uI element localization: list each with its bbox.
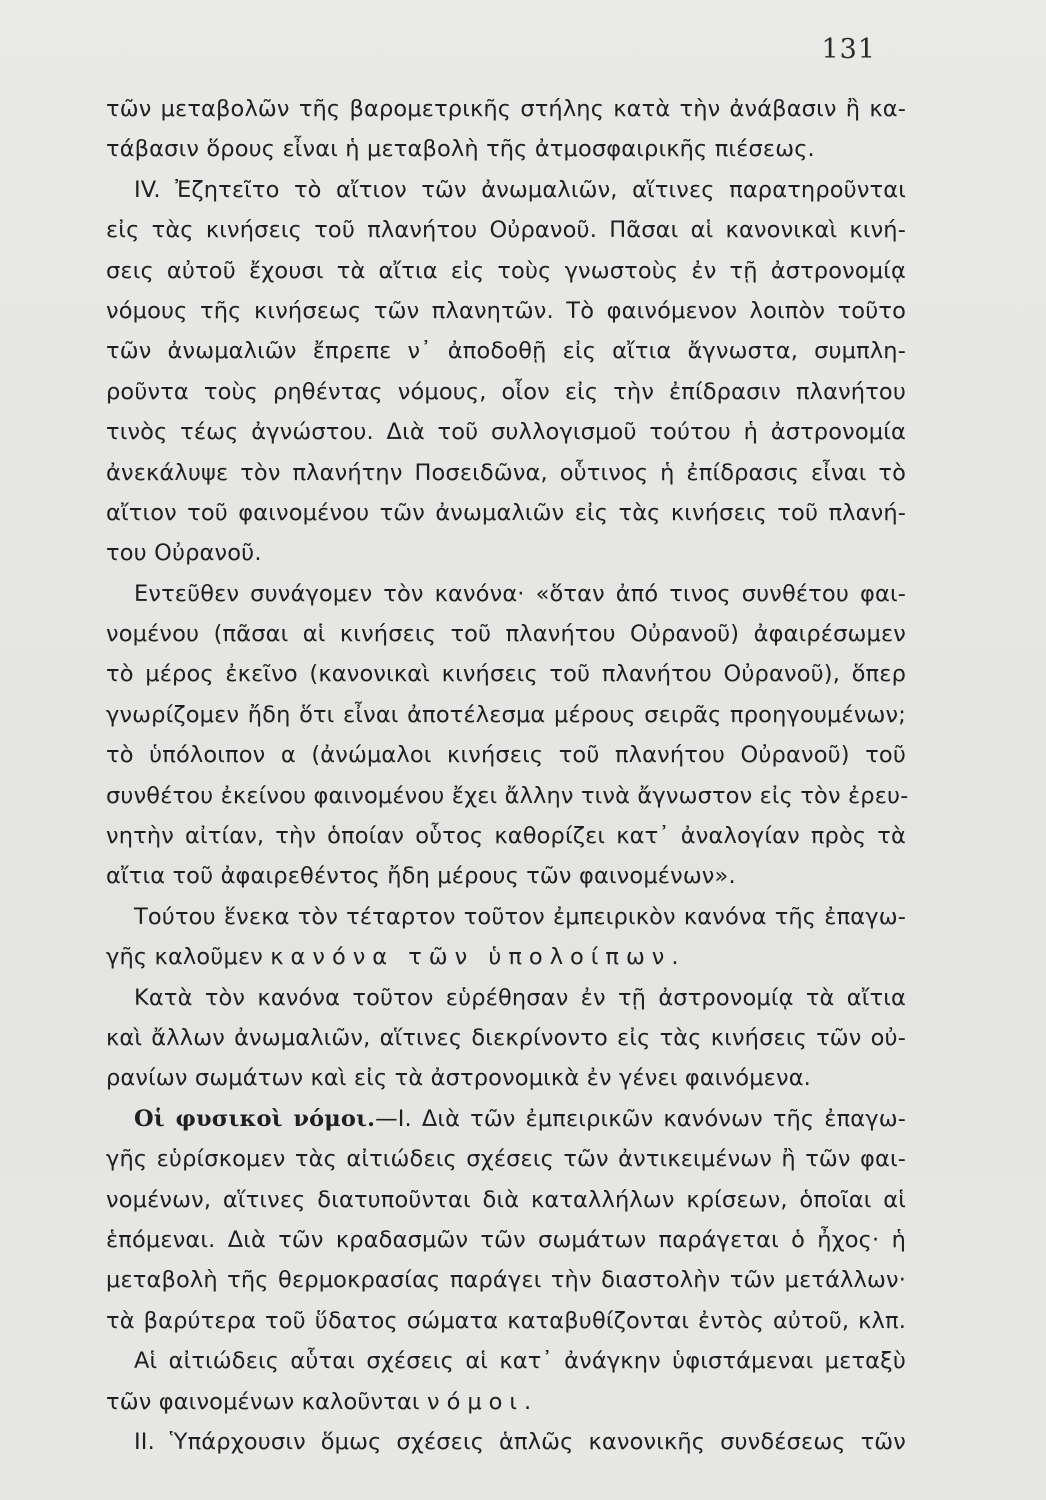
text-line <box>106 1382 906 1422</box>
body-text <box>106 89 909 1462</box>
text-line: ἀνεκάλυψε τὸν πλανήτην Ποσειδῶνα, οὗτινος ἡ ἐπίδρασις εἶναι τὸ <box>106 459 906 486</box>
text-line: τῶν μεταβολῶν τῆς βαρομετρικῆς στήλης κατὰ τὴν ἀνάβασιν ἢ κα- <box>106 96 906 122</box>
page-number: 131 <box>821 34 876 65</box>
text-line: ροῦντα τοὺς ρηθέντας νόμους, οἷον εἰς τὴν ἐπίδρασιν πλανήτου <box>106 378 906 405</box>
text-line: αἴτιον τοῦ φαινομένου τῶν ἀνωμαλιῶν εἰς τὰς κινήσεις τοῦ πλανή- <box>106 499 906 526</box>
text-line: Τούτου ἕνεκα τὸν τέταρτον τοῦτον ἐμπειρικὸν κανόνα τῆς ἐπαγω- <box>134 903 906 930</box>
text-line: αἴτια τοῦ ἀφαιρεθέντος ἤδη μέρους τῶν φαινομένων». <box>106 863 736 890</box>
text-line: καὶ ἄλλων ἀνωμαλιῶν, αἵτινες διεκρίνοντο εἰς τὰς κινήσεις τῶν οὐ- <box>106 1024 906 1051</box>
text-line: μεταβολὴ τῆς θερμοκρασίας παράγει τὴν διαστολὴν τῶν μετάλλων· <box>106 1267 906 1294</box>
text-line <box>106 937 906 977</box>
text-line <box>106 1099 906 1139</box>
text-line: τάβασιν ὅρους εἶναι ἡ μεταβολὴ τῆς ἀτμοσφαιρικῆς πιέσεως. <box>106 136 815 163</box>
text-line: II. Ὑπάρχουσιν ὅμως σχέσεις ἁπλῶς κανονικῆς συνδέσεως τῶν <box>134 1428 906 1455</box>
text-line: ρανίων σωμάτων καὶ εἰς τὰ ἀστρονομικὰ ἐν γένει φαινόμενα. <box>106 1065 811 1092</box>
text-line: του Οὐρανοῦ. <box>106 540 262 567</box>
text-line: Εντεῦθεν συνάγομεν τὸν κανόνα· «ὅταν ἀπό τινος συνθέτου φαι- <box>134 580 906 607</box>
spaced-term: κανόνα τῶν ὑπολοίπων. <box>270 944 686 971</box>
text-span: γῆς καλοῦμεν <box>106 944 271 971</box>
text-line: σεις αὐτοῦ ἔχουσι τὰ αἴτια εἰς τοὺς γνωστοὺς ἐν τῇ ἀστρονομίᾳ <box>106 257 906 284</box>
text-line: Κατὰ τὸν κανόνα τοῦτον εὑρέθησαν ἐν τῇ ἀστρονομίᾳ τὰ αἴτια <box>134 984 906 1011</box>
text-span: —I. Διὰ τῶν ἐμπειρικῶν κανόνων τῆς ἐπαγω- <box>375 1105 906 1132</box>
text-line: νομένου (πᾶσαι αἱ κινήσεις τοῦ πλανήτου Οὐρανοῦ) ἀφαιρέσωμεν <box>106 621 906 648</box>
text-span: τῶν φαινομένων καλοῦνται <box>106 1388 427 1415</box>
text-line: γνωρίζομεν ἤδη ὅτι εἶναι ἀποτέλεσμα μέρους σειρᾶς προηγουμένων; <box>106 701 906 728</box>
text-line: IV. Ἐζητεῖτο τὸ αἴτιον τῶν ἀνωμαλιῶν, αἵτινες παρατηροῦνται <box>134 176 906 203</box>
text-line: νητὴν αἰτίαν, τὴν ὁποίαν οὗτος καθορίζει κατ᾿ ἀναλογίαν πρὸς τὰ <box>106 823 906 850</box>
section-heading: Οἱ φυσικοὶ νόμοι. <box>134 1105 376 1132</box>
text-line: ἑπόμεναι. Διὰ τῶν κραδασμῶν τῶν σωμάτων παράγεται ὁ ἦχος· ἡ <box>106 1226 906 1253</box>
text-line: νομένων, αἵτινες διατυποῦνται διὰ καταλλήλων κρίσεων, ὁποῖαι αἱ <box>106 1186 906 1213</box>
text-line: τὸ ὑπόλοιπον α (ἀνώμαλοι κινήσεις τοῦ πλανήτου Οὐρανοῦ) τοῦ <box>106 742 906 769</box>
text-line: εἰς τὰς κινήσεις τοῦ πλανήτου Οὐρανοῦ. Πᾶσαι αἱ κανονικαὶ κινή- <box>106 217 906 244</box>
text-line: τὸ μέρος ἐκεῖνο (κανονικαὶ κινήσεις τοῦ πλανήτου Οὐρανοῦ), ὅπερ <box>106 661 906 688</box>
spaced-term: νόμοι. <box>427 1388 539 1415</box>
text-line: τὰ βαρύτερα τοῦ ὕδατος σώματα καταβυθίζονται ἐντὸς αὐτοῦ, κλπ. <box>106 1307 906 1334</box>
text-line: τινὸς τέως ἀγνώστου. Διὰ τοῦ συλλογισμοῦ τούτου ἡ ἀστρονομία <box>106 419 906 446</box>
text-line: τῶν ἀνωμαλιῶν ἔπρεπε ν᾿ ἀποδοθῇ εἰς αἴτια ἄγνωστα, συμπλη- <box>106 338 906 365</box>
text-line: νόμους τῆς κινήσεως τῶν πλανητῶν. Τὸ φαινόμενον λοιπὸν τοῦτο <box>106 297 906 324</box>
text-line: γῆς εὑρίσκομεν τὰς αἰτιώδεις σχέσεις τῶν ἀντικειμένων ἢ τῶν φαι- <box>106 1146 906 1173</box>
text-line: συνθέτου ἐκείνου φαινομένου ἔχει ἄλλην τινὰ ἄγνωστον εἰς τὸν ἐρευ- <box>106 782 909 809</box>
text-line: Αἱ αἰτιώδεις αὗται σχέσεις αἱ κατ᾿ ἀνάγκην ὑφιστάμεναι μεταξὺ <box>134 1348 906 1375</box>
